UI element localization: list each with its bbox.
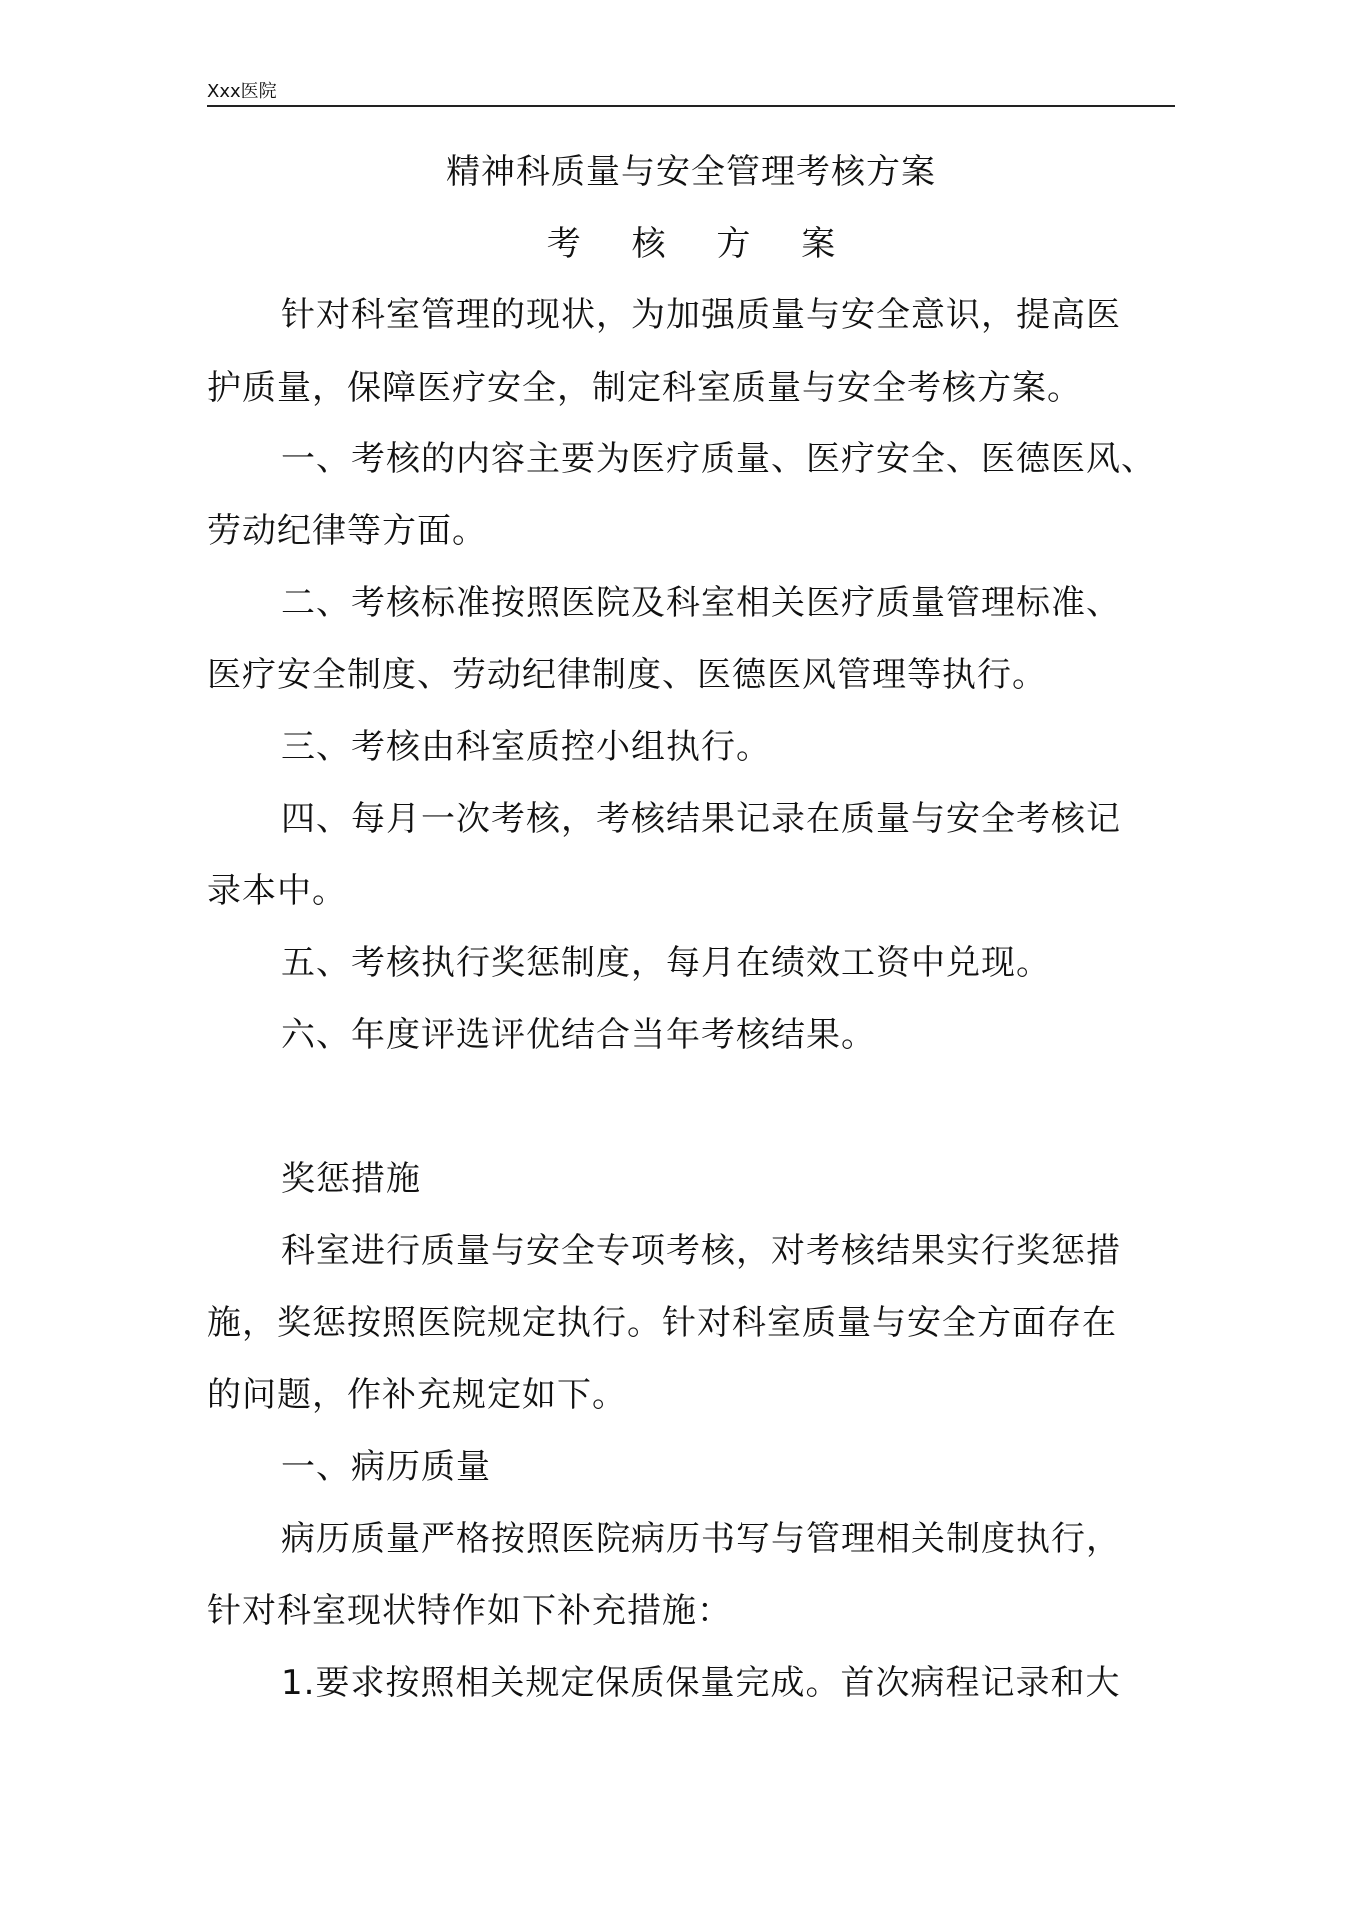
paragraph-line: 医疗安全制度、劳动纪律制度、医德医风管理等执行。 — [207, 655, 1047, 695]
hospital-name: Xxx医院 — [207, 81, 277, 102]
paragraph-line: 一、考核的内容主要为医疗质量、医疗安全、医德医风、 — [281, 439, 1156, 479]
paragraph-line: 二、考核标准按照医院及科室相关医疗质量管理标准、 — [281, 583, 1121, 623]
paragraph-line: 针对科室现状特作如下补充措施： — [207, 1591, 732, 1631]
paragraph-line: 劳动纪律等方面。 — [207, 511, 487, 551]
section-heading: 奖惩措施 — [281, 1159, 421, 1199]
paragraph-line: 五、考核执行奖惩制度，每月在绩效工资中兑现。 — [281, 943, 1051, 983]
paragraph-line: 科室进行质量与安全专项考核，对考核结果实行奖惩措 — [281, 1231, 1121, 1271]
paragraph-line: 1.要求按照相关规定保质保量完成。首次病程记录和大 — [281, 1663, 1121, 1703]
section-subheading: 一、病历质量 — [281, 1447, 491, 1487]
paragraph-line: 病历质量严格按照医院病历书写与管理相关制度执行， — [281, 1519, 1121, 1559]
paragraph-line: 四、每月一次考核，考核结果记录在质量与安全考核记 — [281, 799, 1121, 839]
paragraph-line: 护质量，保障医疗安全，制定科室质量与安全考核方案。 — [207, 368, 1082, 408]
paragraph-line: 施，奖惩按照医院规定执行。针对科室质量与安全方面存在 — [207, 1303, 1117, 1343]
paragraph-line: 六、年度评选评优结合当年考核结果。 — [281, 1015, 876, 1055]
paragraph-line: 录本中。 — [207, 871, 347, 911]
paragraph-line: 的问题，作补充规定如下。 — [207, 1375, 627, 1415]
document-title: 精神科质量与安全管理考核方案 — [446, 152, 936, 192]
paragraph-line: 三、考核由科室质控小组执行。 — [281, 727, 771, 767]
paragraph-line: 针对科室管理的现状，为加强质量与安全意识，提高医 — [281, 295, 1121, 335]
document-subtitle: 考 核 方 案 — [546, 224, 856, 264]
page-header — [207, 80, 1175, 107]
